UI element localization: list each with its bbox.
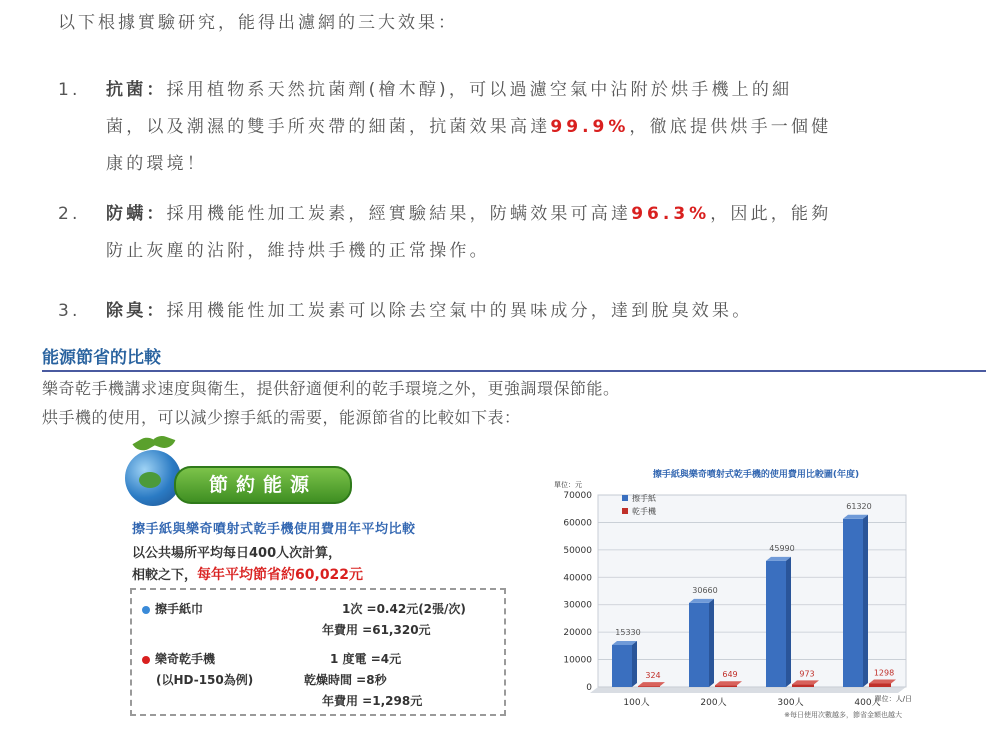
paper-unit: 1次 =0.42元(2張/次) bbox=[342, 602, 466, 616]
dryer-time: 乾燥時間 =8秒 bbox=[304, 673, 387, 687]
item-text: 採用植物系天然抗菌劑(檜木醇)，可以過濾空氣中沾附於烘手機上的細 bbox=[166, 80, 793, 100]
y-tick-label: 60000 bbox=[563, 518, 592, 529]
legend-swatch bbox=[622, 495, 628, 501]
cost-comparison-chart bbox=[548, 465, 920, 720]
effect-item-2 bbox=[58, 196, 958, 272]
globe-icon bbox=[125, 450, 181, 506]
bar-value-label: 30660 bbox=[692, 585, 718, 595]
y-tick-label: 0 bbox=[586, 683, 592, 693]
bar-paper bbox=[612, 645, 632, 687]
savings-highlight: 每年平均節省約60,022元 bbox=[197, 567, 364, 583]
bar-paper bbox=[766, 561, 786, 687]
highlight-percent: 99.9% bbox=[550, 117, 630, 137]
energy-saving-infographic bbox=[112, 430, 512, 720]
x-tick-label: 100人 bbox=[623, 698, 650, 708]
y-tick-label: 40000 bbox=[563, 573, 592, 584]
leaf-icon bbox=[151, 433, 176, 452]
item-number: 2. bbox=[58, 204, 81, 224]
bar-dryer bbox=[638, 686, 660, 687]
bar-paper bbox=[843, 519, 863, 687]
y-tick-label: 50000 bbox=[563, 545, 592, 556]
item-term: 抗菌： bbox=[106, 80, 167, 100]
bar-paper-side bbox=[632, 641, 637, 687]
bar-value-label: 324 bbox=[645, 671, 661, 681]
section-divider bbox=[42, 370, 986, 372]
dryer-power: 1 度電 =4元 bbox=[330, 652, 402, 666]
bar-value-label: 649 bbox=[722, 670, 738, 680]
dryer-year: 年費用 =1,298元 bbox=[322, 694, 423, 708]
legend-label: 擦手紙 bbox=[632, 494, 656, 503]
banner-text: 節約能源 bbox=[208, 474, 317, 496]
bar-value-label: 61320 bbox=[846, 501, 872, 511]
paper-year: 年費用 =61,320元 bbox=[322, 623, 431, 637]
item-number: 1. bbox=[58, 80, 81, 100]
item-text: 採用機能性加工炭素可以除去空氣中的異味成分，達到脫臭效果。 bbox=[166, 301, 753, 321]
bar-value-label: 973 bbox=[799, 669, 815, 679]
dryer-model: (以HD-150為例) bbox=[156, 673, 254, 687]
infographic-compare: 相較之下，每年平均節省約60,022元 bbox=[132, 567, 364, 583]
y-tick-label: 70000 bbox=[563, 491, 592, 501]
bar-value-label: 15330 bbox=[615, 627, 641, 637]
bullet-icon bbox=[142, 606, 150, 614]
bullet-icon bbox=[142, 656, 150, 664]
bar-paper bbox=[689, 603, 709, 687]
chart-svg bbox=[548, 465, 920, 720]
bar-value-label: 45990 bbox=[769, 543, 795, 553]
intro-text: 以下根據實驗研究，能得出濾網的三大效果： bbox=[58, 13, 458, 33]
chart-xlabel: 單位：人/日 bbox=[874, 695, 912, 703]
chart-floor bbox=[590, 687, 906, 693]
item-term: 除臭： bbox=[106, 301, 167, 321]
section-paragraph: 樂奇乾手機講求速度與衛生，提供舒適便利的乾手環境之外，更強調環保節能。 bbox=[42, 379, 620, 398]
bar-paper-side bbox=[709, 599, 714, 687]
y-tick-label: 10000 bbox=[563, 655, 592, 666]
bar-dryer bbox=[792, 684, 814, 687]
dryer-label-row: 樂奇乾手機 bbox=[142, 650, 215, 667]
item-text: 採用機能性加工炭素，經實驗結果，防螨效果可高達 bbox=[166, 204, 632, 224]
item-text: ，因此，能夠 bbox=[710, 204, 832, 224]
legend-label: 乾手機 bbox=[632, 507, 656, 516]
section-paragraph: 烘手機的使用，可以減少擦手紙的需要，能源節省的比較如下表： bbox=[42, 408, 521, 427]
bar-dryer bbox=[869, 683, 891, 687]
chart-title: 擦手紙與樂奇噴射式乾手機的使用費用比較圖(年度) bbox=[652, 470, 860, 480]
y-tick-label: 20000 bbox=[563, 628, 592, 639]
x-tick-label: 400人 bbox=[854, 698, 881, 708]
legend-swatch bbox=[622, 508, 628, 514]
item-text: 防止灰塵的沾附，維持烘手機的正常操作。 bbox=[106, 241, 490, 261]
section-title: 能源節省的比較 bbox=[42, 348, 161, 368]
bar-paper-side bbox=[786, 557, 791, 687]
bar-paper-side bbox=[863, 515, 868, 687]
bar-value-label: 1298 bbox=[873, 668, 895, 678]
chart-ylabel: 單位：元 bbox=[554, 481, 582, 489]
effect-item-1 bbox=[58, 72, 958, 184]
bar-dryer bbox=[715, 685, 737, 687]
y-tick-label: 30000 bbox=[563, 600, 592, 611]
x-tick-label: 200人 bbox=[700, 698, 727, 708]
comparison-box bbox=[130, 588, 506, 716]
item-text: ，徹底提供烘手一個健 bbox=[629, 117, 832, 137]
banner bbox=[174, 466, 352, 504]
item-number: 3. bbox=[58, 301, 81, 321]
effect-item-3 bbox=[58, 293, 958, 331]
highlight-percent: 96.3% bbox=[631, 204, 711, 224]
item-term: 防螨： bbox=[106, 204, 167, 224]
x-tick-label: 300人 bbox=[777, 698, 804, 708]
item-text: 菌，以及潮濕的雙手所夾帶的細菌，抗菌效果高達 bbox=[106, 117, 551, 137]
paper-label-row: 擦手紙巾 bbox=[142, 600, 203, 617]
infographic-basis: 以公共場所平均每日400人次計算， bbox=[132, 546, 342, 561]
chart-footnote: ※每日使用次數越多，節省金額也越大 bbox=[784, 711, 902, 719]
infographic-heading: 擦手紙與樂奇噴射式乾手機使用費用年平均比較 bbox=[132, 522, 416, 537]
item-text: 康的環境！ bbox=[106, 154, 207, 174]
